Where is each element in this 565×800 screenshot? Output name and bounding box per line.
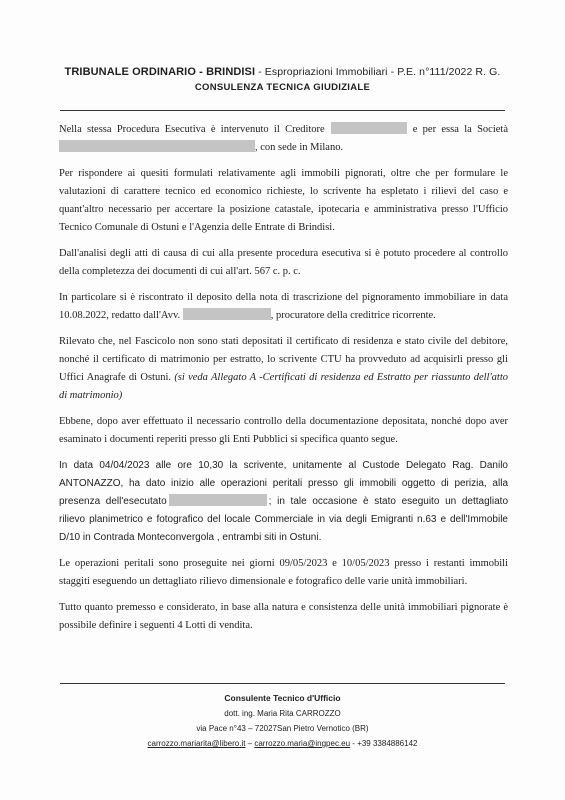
email-link-2[interactable]: carrozzo.maria@ingpec.eu xyxy=(254,739,351,748)
header-subtitle: CONSULENZA TECNICA GIUDIZIALE xyxy=(194,82,371,93)
paragraph-8: Le operazioni peritali sono proseguite nei giorni 09/05/2023 e 10/05/2023 presso i restanti immobili staggiti eseguendo un dettagliato rilievo dimensionale e fotografico delle varie unità immobiliari. xyxy=(59,558,508,587)
p1-text-b: e per essa la Società xyxy=(412,124,508,135)
paragraph-7 xyxy=(59,457,508,547)
p4-text-b: , procuratore della creditrice ricorrente. xyxy=(270,310,436,321)
header-divider xyxy=(60,110,505,111)
paragraph-2: Per rispondere ai quesiti formulati relativamente agli immobili pignorati, oltre che per formulare le valutazioni di carattere tecnico ed economico richieste, lo scrivente ha espletato i rilievi del caso e quant'altro necessario per accertare la posizione catastale, ipotecaria e amministrativa presso l'Ufficio Tecnico Comunale di Ostuni e l'Agenzia delle Entrate di Brindisi. xyxy=(59,168,508,233)
court-name: TRIBUNALE ORDINARIO - BRINDISI xyxy=(64,66,256,78)
footer-title: Consulente Tecnico d'Ufficio xyxy=(224,693,341,703)
procedure-ref: - Espropriazioni Immobiliari - P.E. n°111/2022 R. G. xyxy=(255,66,501,78)
footer-separator: – xyxy=(245,739,255,748)
footer-divider xyxy=(60,683,505,684)
p1-text-c: , con sede in Milano. xyxy=(255,142,344,153)
paragraph-4 xyxy=(59,289,508,325)
footer-name: dott. ing. Maria Rita CARROZZO xyxy=(224,709,341,718)
page-header xyxy=(0,66,565,93)
footer-contacts xyxy=(0,736,565,751)
p5-attachment-note: (si veda Allegato A -Certificati di residenza ed Estratto per riassunto dell'atto di matrimonio) xyxy=(59,372,509,401)
header-line xyxy=(0,66,565,78)
p4-text-a: In particolare si è riscontrato il deposito della nota di trascrizione del pignoramento immobiliare in data 10.08.2022, redatto dall'Avv. xyxy=(59,292,508,321)
paragraph-5 xyxy=(59,333,508,405)
redacted-lawyer xyxy=(183,308,271,320)
redacted-company xyxy=(59,140,255,152)
footer-phone: - +39 3384886142 xyxy=(350,739,418,748)
document-body xyxy=(59,121,508,643)
paragraph-6: Ebbene, dopo aver effettuato il necessario controllo della documentazione depositata, nonché dopo aver esaminato i documenti reperiti presso gli Enti Pubblici si specifica quanto segue. xyxy=(59,416,508,445)
p5-text-a: Rilevato che, nel Fascicolo non sono stati depositati il certificato di residenza e stato civile del debitore, nonché il certificato di matrimonio per estratto, lo scrivente CTU ha provveduto ad acquisirli presso gli Uffici Anagrafe di Ostuni. xyxy=(59,336,508,383)
p1-text-a: Nella stessa Procedura Esecutiva è intervenuto il Creditore xyxy=(59,124,325,135)
email-link-1[interactable]: carrozzo.mariarita@libero.it xyxy=(147,739,246,748)
paragraph-3: Dall'analisi degli atti di causa di cui alla presente procedura esecutiva si è potuto procedere al controllo della completezza dei documenti di cui all'art. 567 c. p. c. xyxy=(59,248,508,277)
paragraph-1 xyxy=(59,121,508,157)
page-footer xyxy=(0,691,565,751)
p7-text-b: ; in tale occasione è stato eseguito un dettagliato rilievo planimetrico e fotografico del locale Commerciale in via degli Emigranti n.63 e dell'Immobile D/10 in Contrada Monteconvergola , entrambi siti in Ostuni. xyxy=(59,496,508,543)
p7-text-a: In data 04/04/2023 alle ore 10,30 la scrivente, unitamente al Custode Delegato Rag. Danilo ANTONAZZO, ha dato inizio alle operazioni peritali presso gli immobili oggetto di perizia, alla presenza dell'esecutato xyxy=(59,460,508,507)
redacted-debtor xyxy=(169,494,267,506)
redacted-creditor xyxy=(331,122,407,134)
footer-address: via Pace n°43 – 72027San Pietro Vernotico (BR) xyxy=(196,724,369,733)
paragraph-9: Tutto quanto premesso e considerato, in base alla natura e consistenza delle unità immobiliari pignorate è possibile definire i seguenti 4 Lotti di vendita. xyxy=(59,602,508,631)
